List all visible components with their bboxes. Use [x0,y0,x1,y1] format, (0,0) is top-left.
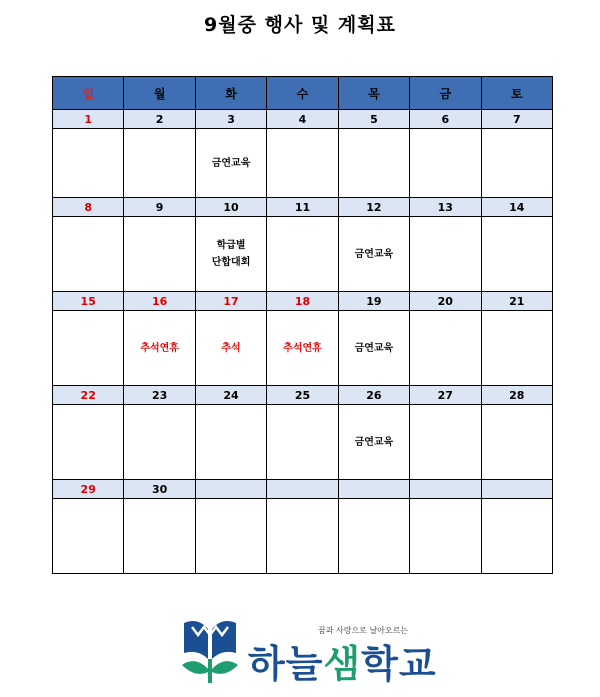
week-3-event-row [53,311,553,386]
date-cell [267,480,338,499]
date-cell: 26 [338,386,409,405]
week-2-date-row [53,198,553,217]
date-cell: 21 [481,292,552,311]
date-cell: 15 [53,292,124,311]
school-logo [178,615,438,690]
week-5-date-row [53,480,553,499]
date-cell: 2 [124,110,195,129]
event-cell [267,217,338,292]
event-cell: 학급별 단합대회 [195,217,266,292]
date-cell [338,480,409,499]
event-cell: 금연교육 [338,311,409,386]
event-cell [338,499,409,574]
date-cell: 19 [338,292,409,311]
date-cell: 14 [481,198,552,217]
event-cell [410,217,481,292]
logo-name-part1: 하늘 [248,642,324,686]
weekday-wed: 수 [267,77,338,110]
weekday-header-row [53,77,553,110]
event-cell [410,499,481,574]
event-cell [53,405,124,480]
date-cell: 11 [267,198,338,217]
date-cell: 30 [124,480,195,499]
book-leaf-icon [178,615,242,687]
event-cell [481,129,552,198]
weekday-thu: 목 [338,77,409,110]
date-cell: 6 [410,110,481,129]
event-cell [481,405,552,480]
date-cell: 13 [410,198,481,217]
date-cell: 25 [267,386,338,405]
date-cell: 9 [124,198,195,217]
date-cell: 8 [53,198,124,217]
date-cell: 29 [53,480,124,499]
event-cell [267,129,338,198]
event-cell [410,129,481,198]
event-cell [410,311,481,386]
event-cell [267,499,338,574]
week-1-date-row [53,110,553,129]
date-cell: 12 [338,198,409,217]
week-5-event-row [53,499,553,574]
date-cell: 5 [338,110,409,129]
week-2-event-row [53,217,553,292]
event-cell [124,405,195,480]
event-cell [481,499,552,574]
date-cell: 20 [410,292,481,311]
date-cell [481,480,552,499]
logo-name-part3: 학교 [361,642,437,686]
date-cell: 4 [267,110,338,129]
date-cell: 1 [53,110,124,129]
event-cell [124,217,195,292]
weekday-sat: 토 [481,77,552,110]
date-cell: 27 [410,386,481,405]
event-cell [124,129,195,198]
event-cell: 금연교육 [338,405,409,480]
event-cell: 추석 [195,311,266,386]
date-cell: 23 [124,386,195,405]
event-cell [338,129,409,198]
week-3-date-row [53,292,553,311]
date-cell: 10 [195,198,266,217]
event-cell [53,129,124,198]
page-title: 9월중 행사 및 계획표 [204,14,396,36]
event-cell [195,405,266,480]
event-cell [481,311,552,386]
event-cell [410,405,481,480]
event-cell: 추석연휴 [267,311,338,386]
event-cell [267,405,338,480]
date-cell: 22 [53,386,124,405]
event-cell [53,311,124,386]
event-cell [481,217,552,292]
event-cell [124,499,195,574]
weekday-mon: 월 [124,77,195,110]
date-cell: 3 [195,110,266,129]
date-cell: 24 [195,386,266,405]
weekday-sun: 일 [53,77,124,110]
logo-name [248,633,437,688]
weekday-fri: 금 [410,77,481,110]
event-cell: 금연교육 [195,129,266,198]
logo-name-part2: 샘 [323,642,362,686]
date-cell: 7 [481,110,552,129]
event-cell [53,499,124,574]
date-cell: 16 [124,292,195,311]
event-cell [53,217,124,292]
weekday-tue: 화 [195,77,266,110]
calendar-table [52,76,553,574]
date-cell [410,480,481,499]
event-cell: 금연교육 [338,217,409,292]
date-cell [195,480,266,499]
logo-slogan: 꿈과 사랑으로 날아오르는 [318,626,409,635]
date-cell: 28 [481,386,552,405]
week-4-event-row [53,405,553,480]
date-cell: 18 [267,292,338,311]
event-cell [195,499,266,574]
week-4-date-row [53,386,553,405]
event-cell: 추석연휴 [124,311,195,386]
week-1-event-row [53,129,553,198]
date-cell: 17 [195,292,266,311]
